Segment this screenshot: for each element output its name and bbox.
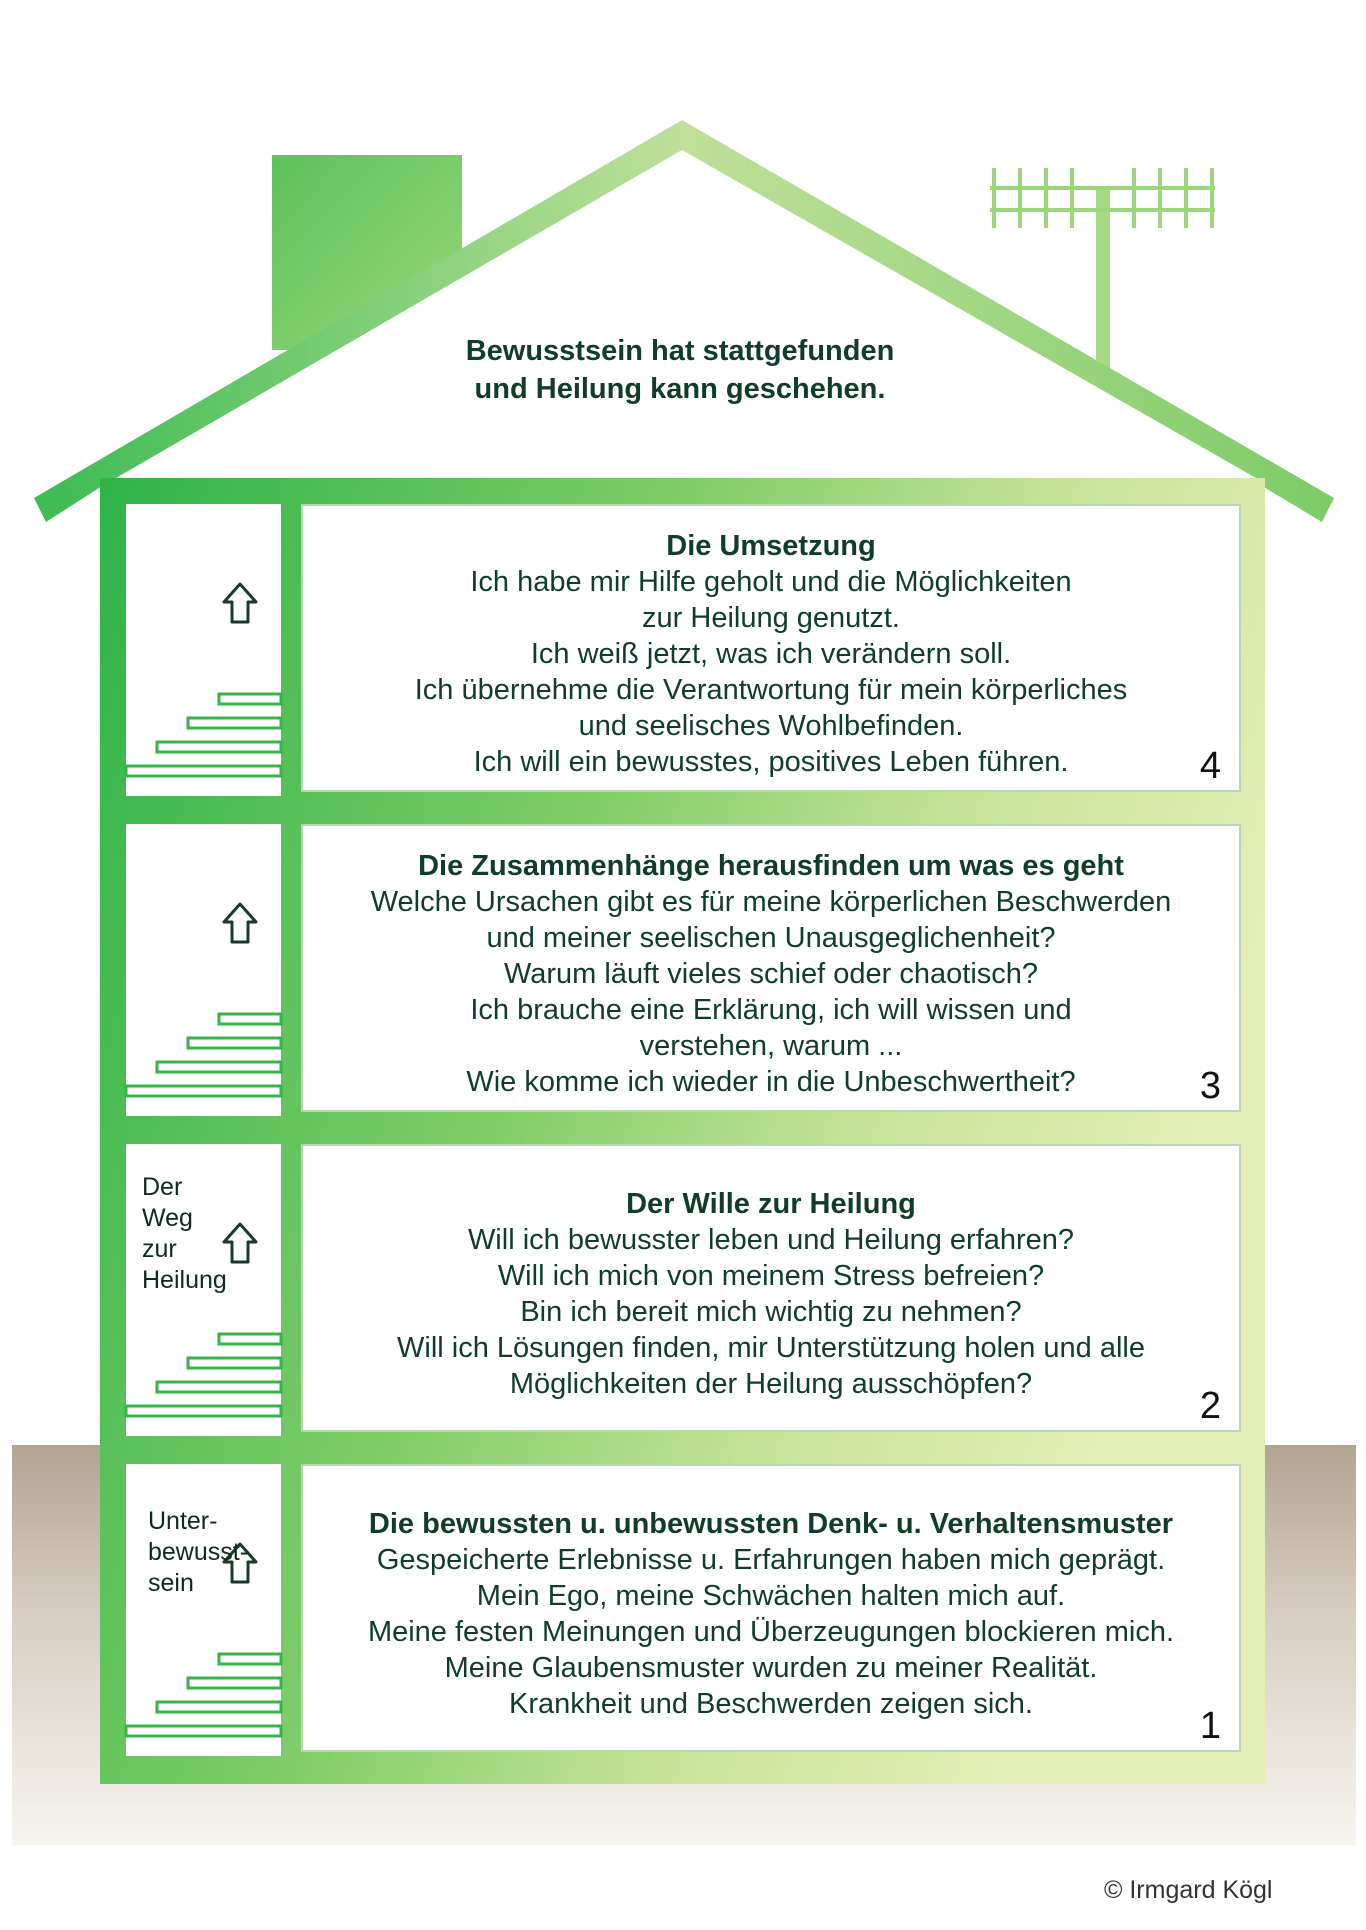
floor-line: Meine festen Meinungen und Überzeugungen blockieren mich. — [367, 1616, 1175, 1648]
side-label-line: Unter- — [148, 1507, 218, 1535]
floor-line: und seelisches Wohlbefinden. — [578, 710, 964, 742]
floor-line: zur Heilung genutzt. — [642, 602, 900, 634]
side-label-line: sein — [148, 1569, 194, 1597]
floor-number: 4 — [1199, 745, 1221, 787]
floor-2-panel — [301, 1144, 1241, 1432]
floor-1-panel — [301, 1464, 1241, 1752]
floor-line: Bin ich bereit mich wichtig zu nehmen? — [520, 1296, 1022, 1328]
floor-line: und meiner seelischen Unausgeglichenheit? — [486, 922, 1056, 954]
floor-line: Krankheit und Beschwerden zeigen sich. — [509, 1688, 1033, 1720]
side-label-line: bewusst- — [148, 1538, 249, 1566]
path-label — [142, 1172, 227, 1296]
floor-number: 1 — [1199, 1705, 1221, 1747]
floor-number: 2 — [1199, 1385, 1221, 1427]
floor-line: Will ich mich von meinem Stress befreien? — [497, 1260, 1045, 1292]
floor-line: Welche Ursachen gibt es für meine körperlichen Beschwerden — [370, 886, 1172, 918]
floor-line: Meine Glaubensmuster wurden zu meiner Realität. — [444, 1652, 1098, 1684]
copyright-notice: © Irmgard Kögl — [1104, 1876, 1273, 1904]
floor-line: Ich habe mir Hilfe geholt und die Möglichkeiten — [470, 566, 1072, 598]
floor-line: Will ich bewusster leben und Heilung erfahren? — [467, 1224, 1075, 1256]
floor-line: Gespeicherte Erlebnisse u. Erfahrungen haben mich geprägt. — [376, 1544, 1166, 1576]
floor-title: Die Umsetzung — [666, 530, 876, 562]
floor-line: Ich will ein bewusstes, positives Leben führen. — [473, 746, 1069, 778]
floor-line: Ich weiß jetzt, was ich verändern soll. — [530, 638, 1012, 670]
floor-line: Warum läuft vieles schief oder chaotisch? — [503, 958, 1039, 990]
floor-line: Will ich Lösungen finden, mir Unterstützung holen und alle — [397, 1332, 1145, 1364]
floor-title: Der Wille zur Heilung — [626, 1188, 916, 1220]
roof-message — [400, 332, 960, 408]
roof-line: und Heilung kann geschehen. — [474, 373, 886, 405]
floor-line: Mein Ego, meine Schwächen halten mich auf. — [476, 1580, 1066, 1612]
floor-4-panel — [301, 504, 1241, 792]
floor-line: Wie komme ich wieder in die Unbeschwertheit? — [466, 1066, 1076, 1098]
floor-3-panel — [301, 824, 1241, 1112]
floor-number: 3 — [1199, 1065, 1221, 1107]
floor-line: Ich brauche eine Erklärung, ich will wissen und — [470, 994, 1072, 1026]
floor-title: Die bewussten u. unbewussten Denk- u. Verhaltensmuster — [368, 1508, 1174, 1540]
side-label-line: Der — [142, 1173, 183, 1201]
subconscious-label — [148, 1506, 248, 1599]
side-label-line: Heilung — [142, 1266, 227, 1294]
roof-line: Bewusstsein hat stattgefunden — [465, 335, 895, 367]
side-label-line: Weg — [142, 1204, 193, 1232]
side-label-line: zur — [142, 1235, 177, 1263]
floor-line: Möglichkeiten der Heilung ausschöpfen? — [509, 1368, 1033, 1400]
floor-line: Ich übernehme die Verantwortung für mein körperliches — [414, 674, 1128, 706]
floor-line: verstehen, warum ... — [639, 1030, 903, 1062]
floor-title: Die Zusammenhänge herausfinden um was es geht — [418, 850, 1124, 882]
